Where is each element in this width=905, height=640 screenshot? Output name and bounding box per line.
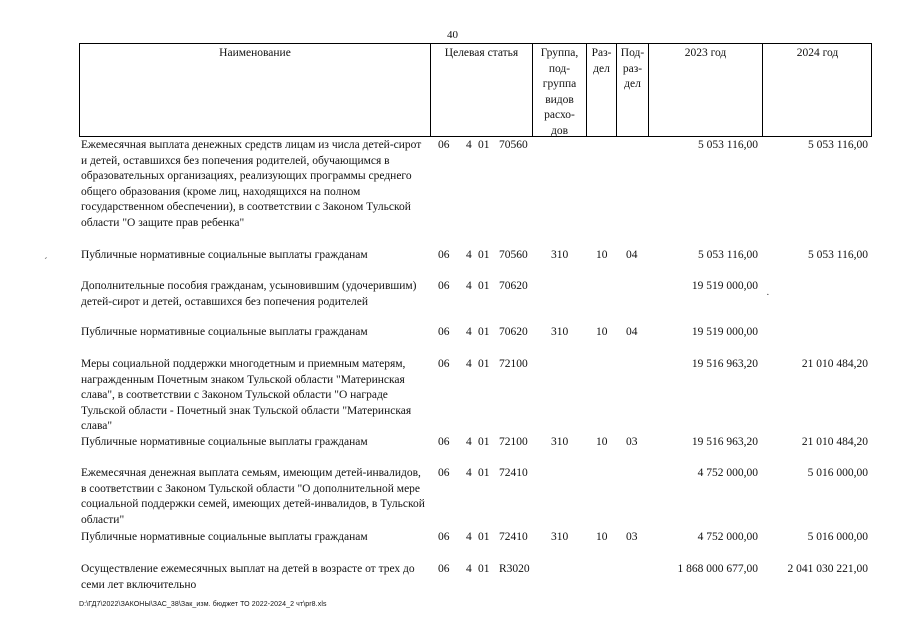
target-code-1: 06: [438, 326, 450, 338]
header-target: Целевая статья: [430, 44, 532, 136]
target-code-3: 01: [478, 326, 490, 338]
amount-2023: 4 752 000,00: [697, 531, 758, 543]
row-name: Дополнительные пособия гражданам, усыновившим (удочерившим) детей-сирот и детей, оставшихся без попечения родителей: [81, 280, 417, 308]
target-code-1: 06: [438, 139, 450, 151]
target-code-4: 70560: [499, 249, 528, 261]
scan-dot: ·: [766, 289, 770, 301]
target-code-3: 01: [478, 280, 490, 292]
amount-2023: 19 519 000,00: [691, 326, 758, 338]
amount-2023: 19 516 963,20: [691, 358, 758, 370]
target-code-4: 72410: [499, 467, 528, 479]
target-code-3: 01: [478, 436, 490, 448]
target-code-4: 70620: [499, 326, 528, 338]
target-code-1: 06: [438, 467, 450, 479]
amount-2023: 5 053 116,00: [698, 139, 758, 151]
row-name: Меры социальной поддержки многодетным и приемным матерям, награжденным Почетным знаком Тульской области "Материнская слава", в соответствии с Законом Тульской области "О награде Тульской области - Почетный знак Тульской области "Материнская слава": [81, 358, 412, 432]
target-code-1: 06: [438, 563, 450, 575]
target-code-1: 06: [438, 249, 450, 261]
row-name: Публичные нормативные социальные выплаты гражданам: [81, 531, 368, 543]
amount-2023: 4 752 000,00: [697, 467, 758, 479]
target-code-2: 4: [466, 139, 472, 151]
target-code-3: 01: [478, 358, 490, 370]
target-code-3: 01: [478, 139, 490, 151]
target-code-2: 4: [466, 326, 472, 338]
expense-group: 310: [551, 249, 569, 261]
header-group: Группа, под- группа видов расхо- дов: [532, 44, 586, 136]
header-year-2024: 2024 год: [762, 44, 872, 136]
target-code-4: 70620: [499, 280, 528, 292]
row-name: Публичные нормативные социальные выплаты гражданам: [81, 249, 368, 261]
amount-2024: 5 053 116,00: [808, 139, 868, 151]
row-name: Осуществление ежемесячных выплат на детей в возрасте от трех до семи лет включительно: [81, 563, 415, 591]
target-code-2: 4: [466, 467, 472, 479]
file-path: D:\ГД7\2022\ЗАКОНЫ\ЗАС_38\Зак_изм. бюджет ТО 2022-2024_2 чт\pr8.xls: [79, 601, 327, 608]
target-code-4: 72100: [499, 358, 528, 370]
target-code-2: 4: [466, 563, 472, 575]
target-code-2: 4: [466, 249, 472, 261]
section: 10: [596, 436, 608, 448]
amount-2024: 5 016 000,00: [807, 531, 868, 543]
subsection: 04: [626, 326, 638, 338]
target-code-3: 01: [478, 531, 490, 543]
page-number: 40: [447, 29, 458, 41]
amount-2023: 19 516 963,20: [691, 436, 758, 448]
amount-2024: 21 010 484,20: [801, 436, 868, 448]
target-code-4: 72100: [499, 436, 528, 448]
section: 10: [596, 249, 608, 261]
target-code-2: 4: [466, 531, 472, 543]
target-code-2: 4: [466, 280, 472, 292]
row-name: Публичные нормативные социальные выплаты гражданам: [81, 436, 368, 448]
amount-2023: 1 868 000 677,00: [677, 563, 758, 575]
target-code-2: 4: [466, 436, 472, 448]
row-name: Ежемесячная денежная выплата семьям, имеющим детей-инвалидов, в соответствии с Законом Тульской области "О дополнительной мере социальной поддержки семей, имеющих детей-инвалидов, в Тульской области": [81, 467, 425, 526]
target-code-1: 06: [438, 280, 450, 292]
row-name: Ежемесячная выплата денежных средств лицам из числа детей-сирот и детей, оставшихся без попечения родителей, обучающимся в образовательных организациях, реализующих программы среднего общего образования (кроме лиц, находящихся на полном государственном обеспечении), в соответствии с Законом Тульской области "О защите прав ребенка": [81, 139, 422, 229]
section: 10: [596, 326, 608, 338]
amount-2024: 5 016 000,00: [807, 467, 868, 479]
subsection: 03: [626, 436, 638, 448]
subsection: 03: [626, 531, 638, 543]
amount-2024: 2 041 030 221,00: [787, 563, 868, 575]
amount-2023: 5 053 116,00: [698, 249, 758, 261]
scan-mark: ˊ: [44, 256, 48, 268]
amount-2023: 19 519 000,00: [691, 280, 758, 292]
expense-group: 310: [551, 436, 569, 448]
target-code-1: 06: [438, 436, 450, 448]
subsection: 04: [626, 249, 638, 261]
table-header: [79, 43, 872, 137]
expense-group: 310: [551, 326, 569, 338]
target-code-4: 72410: [499, 531, 528, 543]
amount-2024: 5 053 116,00: [808, 249, 868, 261]
amount-2024: 21 010 484,20: [801, 358, 868, 370]
expense-group: 310: [551, 531, 569, 543]
target-code-4: R3020: [499, 563, 530, 575]
target-code-4: 70560: [499, 139, 528, 151]
target-code-1: 06: [438, 358, 450, 370]
header-year-2023: 2023 год: [648, 44, 762, 136]
target-code-2: 4: [466, 358, 472, 370]
target-code-3: 01: [478, 249, 490, 261]
target-code-3: 01: [478, 563, 490, 575]
header-subsection: Под- раз- дел: [616, 44, 648, 136]
target-code-1: 06: [438, 531, 450, 543]
header-name: Наименование: [219, 47, 291, 59]
row-name: Публичные нормативные социальные выплаты гражданам: [81, 326, 368, 338]
target-code-3: 01: [478, 467, 490, 479]
section: 10: [596, 531, 608, 543]
header-section: Раз- дел: [586, 44, 616, 136]
